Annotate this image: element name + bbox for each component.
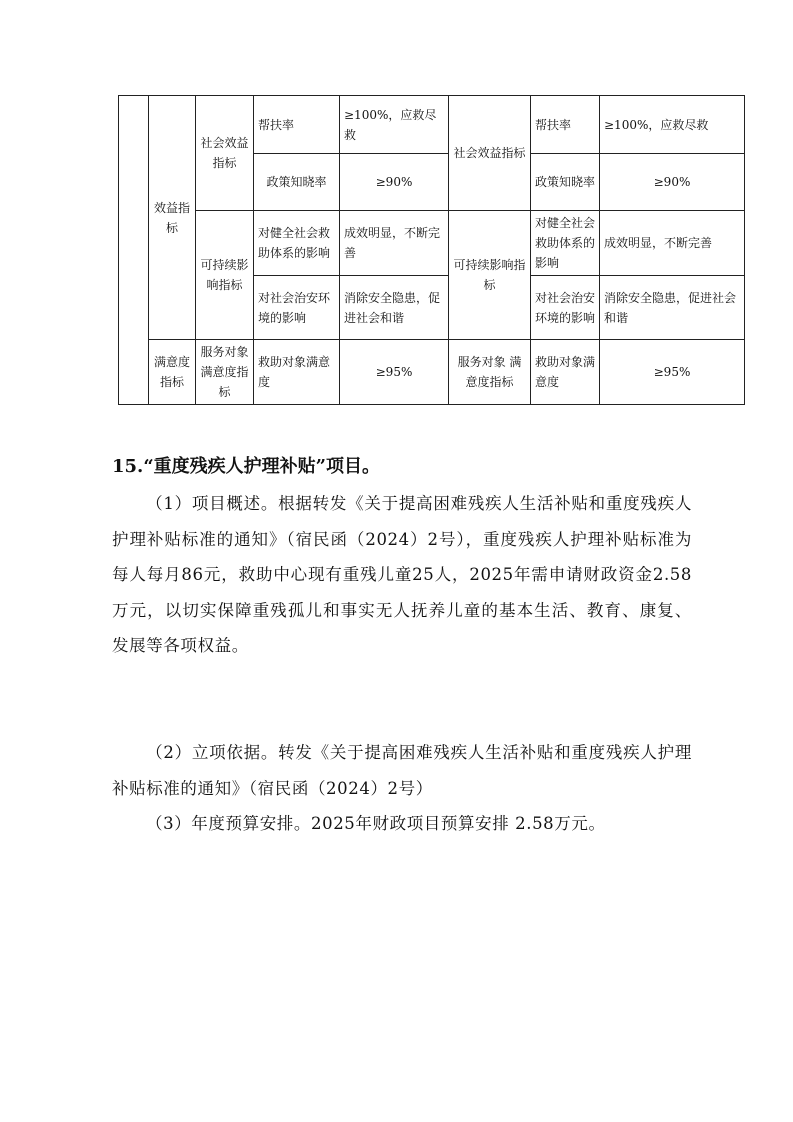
- project-overview-paragraph: [112, 486, 692, 664]
- right-policy-awareness-value: ≥90%: [600, 154, 745, 211]
- benefit-indicator-label: 效益指标: [149, 96, 196, 340]
- public-security-indicator: 对社会治安环境的影响: [254, 276, 340, 340]
- section-15-heading: 15.“重度残疾人护理补贴”项目。: [112, 456, 381, 477]
- annual-budget-paragraph: [112, 806, 692, 842]
- right-service-satisfaction-label: 服务对象 满意度指标: [449, 340, 531, 405]
- right-public-security-indicator: 对社会治安环境的影响: [531, 276, 600, 340]
- right-help-rate-indicator: 帮扶率: [531, 96, 600, 154]
- right-social-benefit-label: 社会效益指标: [449, 96, 531, 211]
- satisfaction-label: 满意度指标: [149, 340, 196, 405]
- performance-indicator-table: [118, 95, 745, 405]
- right-policy-awareness-indicator: 政策知晓率: [531, 154, 600, 211]
- relief-system-indicator: 对健全社会救助体系的影响: [254, 211, 340, 276]
- recipient-satisfaction-indicator: 救助对象满意度: [254, 340, 340, 405]
- service-satisfaction-label: 服务对象满意度指标: [196, 340, 254, 405]
- project-basis-text: （2）立项依据。转发《关于提高困难残疾人生活补贴和重度残疾人护理补贴标准的通知》（宿民函（2024）2号）: [112, 743, 692, 798]
- annual-budget-text: （3）年度预算安排。2025年财政项目预算安排 2.58万元。: [146, 814, 606, 833]
- right-sustainable-impact-label: 可持续影响指标: [449, 211, 531, 340]
- blank-left-cell: [119, 96, 149, 405]
- sustainable-impact-label: 可持续影响指标: [196, 211, 254, 340]
- right-recipient-satisfaction-value: ≥95%: [600, 340, 745, 405]
- right-relief-system-value: 成效明显，不断完善: [600, 211, 745, 276]
- policy-awareness-indicator: 政策知晓率: [254, 154, 340, 211]
- help-rate-value: ≥100%，应救尽救: [340, 96, 449, 154]
- right-help-rate-value: ≥100%，应救尽救: [600, 96, 745, 154]
- project-basis-paragraph: [112, 735, 692, 806]
- project-overview-text: （1）项目概述。根据转发《关于提高困难残疾人生活补贴和重度残疾人护理补贴标准的通知》（宿民函（2024）2号），重度残疾人护理补贴标准为每人每月86元，救助中心现有重残儿童25人，2025年需申请财政资金2.58万元，以切实保障重残孤儿和事实无人抚养儿童的基本生活、教育、康复、发展等各项权益。: [112, 494, 692, 655]
- public-security-value: 消除安全隐患，促进社会和谐: [340, 276, 449, 340]
- right-recipient-satisfaction-indicator: 救助对象满意度: [531, 340, 600, 405]
- recipient-satisfaction-value: ≥95%: [340, 340, 449, 405]
- right-public-security-value: 消除安全隐患，促进社会和谐: [600, 276, 745, 340]
- social-benefit-label: 社会效益指标: [196, 96, 254, 211]
- policy-awareness-value: ≥90%: [340, 154, 449, 211]
- relief-system-value: 成效明显，不断完善: [340, 211, 449, 276]
- help-rate-indicator: 帮扶率: [254, 96, 340, 154]
- right-relief-system-indicator: 对健全社会救助体系的影响: [531, 211, 600, 276]
